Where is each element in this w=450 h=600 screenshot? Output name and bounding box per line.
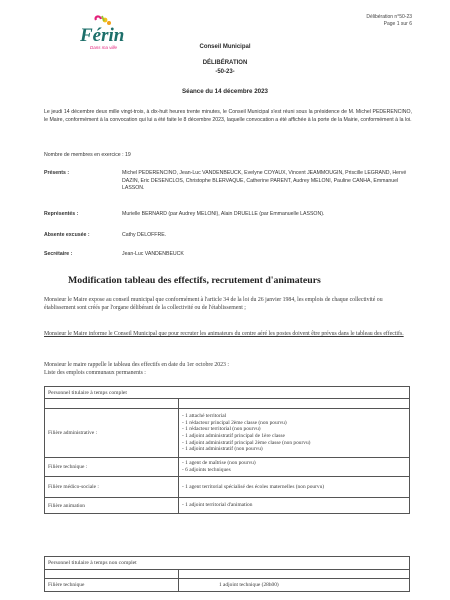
session-title: Séance du 14 décembre 2023 xyxy=(182,88,268,95)
table-row xyxy=(45,498,410,514)
paragraph-liste: Liste des emplois communaux permanents : xyxy=(44,370,146,376)
council-title: Conseil Municipal xyxy=(199,44,251,50)
table2-title: Personnel titulaire à temps non complet xyxy=(45,557,410,570)
list-item: - 6 adjoints techniques xyxy=(182,467,406,474)
table-row xyxy=(45,477,410,498)
page-indicator: Page 1 sur 6 xyxy=(383,21,412,27)
list-item: - 1 rédacteur territorial (non pourvu) xyxy=(182,426,406,433)
present-row xyxy=(44,170,412,194)
header-reference xyxy=(366,14,412,28)
list-item: - 1 adjoint territorial d'animation xyxy=(182,502,406,509)
paragraph-article: Monsieur le Maire expose au conseil municipal que conformément à l'article 34 de la loi du 26 janvier 1984, les emplois de chaque collectivité ou établissement sont créés par l'organe délibérant de la collectivité ou de l'établissement ; xyxy=(44,297,383,312)
represented-value: Murielle BERNARD (par Audrey MELONI), Alain DRUELLE (par Emmanuelle LASSON). xyxy=(122,211,325,217)
represented-row xyxy=(44,211,412,221)
list-item: - 1 rédacteur principal 2ème classe (non pourvu) xyxy=(182,420,406,427)
table1-title: Personnel titulaire à temps complet xyxy=(45,387,410,399)
list-item: - 1 adjoint administratif principal de 1ère classe xyxy=(182,433,406,440)
secretary-row xyxy=(44,251,412,261)
secretary-label: Secrétaire : xyxy=(44,251,73,257)
table1-items xyxy=(179,409,410,458)
present-label: Présents : xyxy=(44,170,70,176)
list-item: - 1 agent territorial spécialisé des écoles maternelles (non pourvu) xyxy=(182,484,406,491)
section-title: Modification tableau des effectifs, recrutement d'animateurs xyxy=(68,275,321,286)
deliberation-title: DÉLIBÉRATION xyxy=(202,60,248,66)
staff-table-part-time xyxy=(44,556,410,592)
table2-category: Filière technique xyxy=(45,579,179,592)
table1-category: Filière administrative : xyxy=(45,409,179,458)
table2-item: 1 adjoint technique (28h00) xyxy=(179,579,410,592)
excused-label: Absente excusée : xyxy=(44,232,90,238)
table1-category: Filière animation xyxy=(45,498,179,514)
secretary-value: Jean-Luc VANDENBEUCK xyxy=(122,251,184,257)
represented-label: Représentés : xyxy=(44,211,79,217)
table-row xyxy=(45,458,410,477)
deliberation-number: -50-23- xyxy=(215,69,235,75)
list-item: - 1 agent de maîtrise (non pourvu) xyxy=(182,460,406,467)
logo-tagline: Dans ma ville xyxy=(90,45,118,50)
list-item: - 1 adjoint administratif principal 2ème classe (non pourvu) xyxy=(182,440,406,447)
intro-paragraph: Le jeudi 14 décembre deux mille vingt-trois, à dix-huit heures trente minutes, le Conseil Municipal s'est réuni sous la présidence de M. Michel PEDERENCINO, le Maire, conformément à la convocation qui lui a été faite le 8 décembre 2023, laquelle convocation a été affichée à la porte de la Mairie, conformément à la loi. xyxy=(44,109,412,123)
list-item: - 1 adjoint administratif (non pourvu) xyxy=(182,446,406,453)
members-count: Nombre de membres en exercice : 19 xyxy=(44,152,131,158)
excused-value: Cathy DELOFFRE. xyxy=(122,232,167,238)
deliberation-ref: Délibération n°50-23 xyxy=(366,14,412,20)
table1-category: Filière médico-sociale : xyxy=(45,477,179,498)
list-item: - 1 attaché territorial xyxy=(182,413,406,420)
table1-category: Filière technique : xyxy=(45,458,179,477)
table-row xyxy=(45,579,410,592)
logo-wordmark: Férin xyxy=(80,25,125,46)
paragraph-rappel: Monsieur le maire rappelle le tableau des effectifs en date du 1er octobre 2023 : xyxy=(44,362,229,368)
excused-row xyxy=(44,232,412,242)
present-value: Michel PEDERENCINO, Jean-Luc VANDENBEUCK, Evelyne COYAUX, Vincent JEAMMOUGIN, Priscille LEGRAND, Hervé DAZIN, Eric DESENCLOS, Christophe BLERVAQUE, Catherine PARENT, Audrey MELONI, Pauline CANHA, Emmanuel LASSON. xyxy=(122,170,407,192)
table-row xyxy=(45,409,410,458)
paragraph-animateurs: Monsieur le Maire informe le Conseil Municipal que pour recruter les animateurs du centre aéré les postes doivent être prévus dans le tableau des effectifs. xyxy=(44,331,404,337)
staff-table-full-time xyxy=(44,386,410,514)
